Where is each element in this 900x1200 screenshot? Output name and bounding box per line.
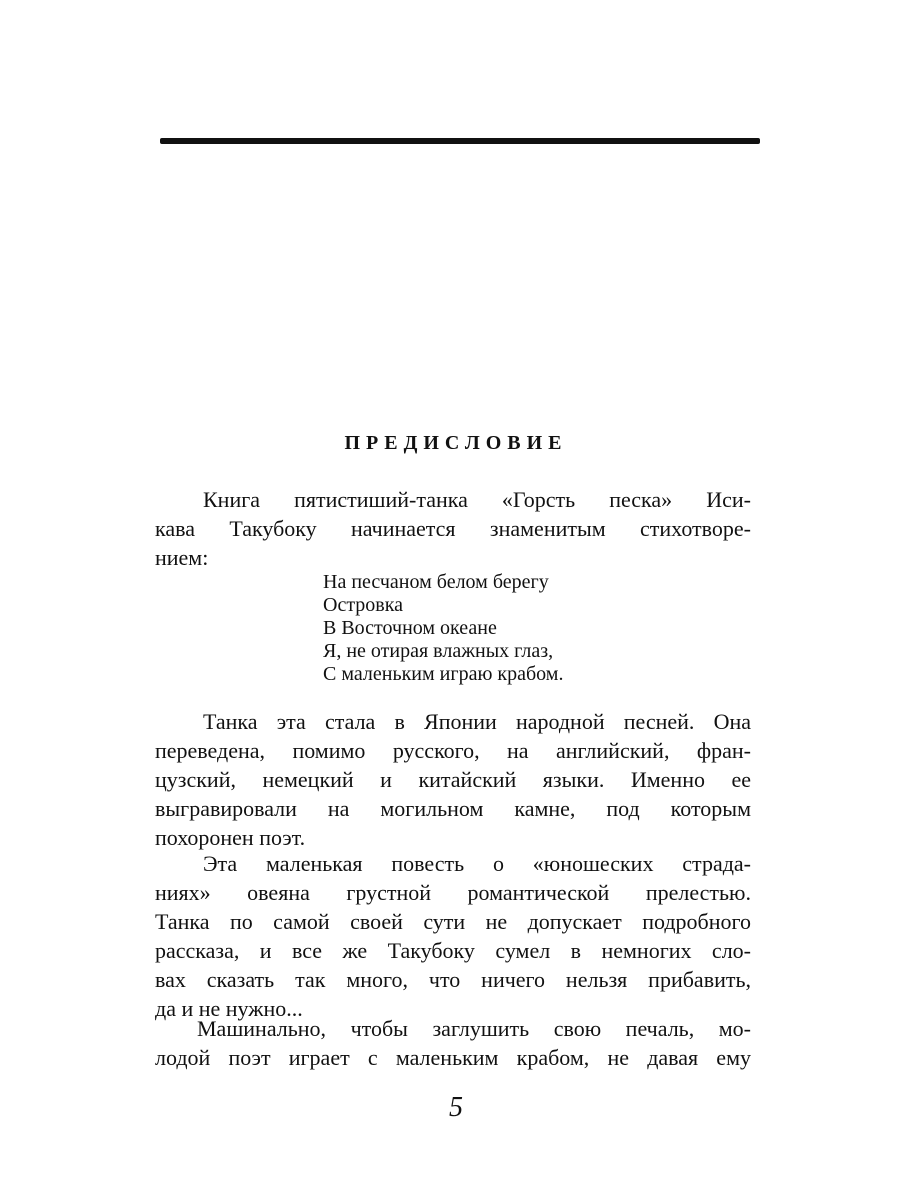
paragraph-line: Танка по самой своей сути не допускает подробного [155,909,751,934]
paragraph-line: цузский, немецкий и китайский языки. Именно ее [155,767,751,792]
paragraph-intro [155,485,751,572]
paragraph-line: ниях» овеяна грустной романтической прелестью. [155,880,751,905]
paragraph-line: рассказа, и все же Такубоку сумел в немногих сло- [155,938,751,963]
paragraph-tanka-fame [155,707,751,852]
paragraph-line: нием: [155,545,209,570]
paragraph-line: лодой поэт играет с маленьким крабом, не давая ему [155,1045,751,1070]
poem-quote [323,571,563,686]
paragraph-line: похоронен поэт. [155,825,306,850]
paragraph-story [155,849,751,1023]
paragraph-line: выгравировали на могильном камне, под которым [155,796,751,821]
paragraph-line: вах сказать так много, что ничего нельзя прибавить, [155,967,751,992]
paragraph-line: да и не нужно... [155,996,303,1021]
section-heading: ПРЕДИСЛОВИЕ [344,432,568,454]
paragraph-line: кава Такубоку начинается знаменитым стихотворе- [155,516,751,541]
top-rule [160,138,760,144]
paragraph-line: Эта маленькая повесть о «юношеских страда- [203,851,751,876]
poem-line: В Восточном океане [323,617,497,639]
poem-line: С маленьким играю крабом. [323,663,564,685]
poem-line: На песчаном белом берегу [323,571,549,593]
paragraph-line: Танка эта стала в Японии народной песней. Она [203,709,751,734]
paragraph-crab [155,1014,751,1072]
paragraph-line: Книга пятистиший-танка «Горсть песка» Иси- [203,487,751,512]
poem-line: Островка [323,594,404,616]
page-number: 5 [449,1092,463,1123]
poem-line: Я, не отирая влажных глаз, [323,640,554,662]
paragraph-line: переведена, помимо русского, на английский, фран- [155,738,751,763]
paragraph-line: Машинально, чтобы заглушить свою печаль, мо- [197,1016,751,1041]
